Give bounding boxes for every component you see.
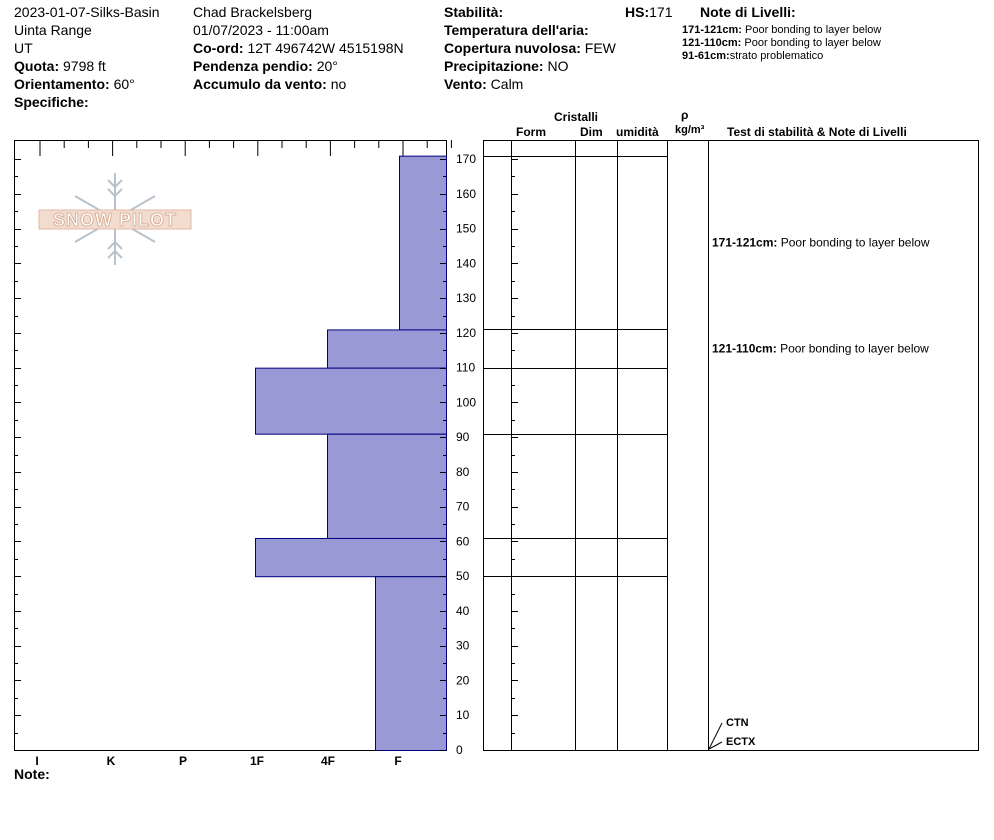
- depth-label: 70: [456, 499, 470, 514]
- depth-label: 90: [456, 430, 470, 445]
- crystals-header: Cristalli: [554, 110, 599, 124]
- slope-value: 20°: [316, 58, 338, 74]
- form-header: Form: [516, 125, 546, 139]
- hardness-label: P: [178, 754, 188, 768]
- layer-note-range: 91-61cm:: [682, 50, 730, 62]
- hardness-label: I: [35, 754, 39, 768]
- aspect-label: Orientamento:: [14, 76, 110, 92]
- layer-note-text: Poor bonding to layer below: [780, 235, 930, 250]
- depth-label: 100: [456, 395, 477, 410]
- layer-note-range: 121-110cm:: [682, 37, 742, 49]
- slope-label: Pendenza pendio:: [193, 58, 313, 74]
- observer-name: Chad Brackelsberg: [193, 4, 313, 20]
- depth-label: 0: [456, 743, 463, 757]
- hardness-layer-bar: [256, 538, 447, 576]
- depth-label: 80: [456, 464, 470, 479]
- stability-test-label: ECTX: [726, 736, 756, 748]
- hardness-layer-bar: [328, 330, 447, 368]
- hardness-layer-bar: [328, 434, 447, 538]
- depth-label: 150: [456, 221, 477, 236]
- depth-label: 140: [456, 256, 477, 271]
- coord-value: 12T 496742W 4515198N: [247, 40, 404, 56]
- hardness-layer-bar: [400, 156, 447, 330]
- coord-label: Co-ord:: [193, 40, 244, 56]
- air-temp-label: Temperatura dell'aria:: [444, 22, 589, 38]
- depth-label: 20: [456, 673, 470, 688]
- stability-test-label: CTN: [726, 717, 749, 729]
- rho-header: ρ: [681, 108, 689, 122]
- aspect-value: 60°: [113, 76, 135, 92]
- state-name: UT: [14, 40, 33, 56]
- depth-label: 120: [456, 325, 477, 340]
- hs-value: 171: [649, 4, 673, 20]
- specifics-label: Specifiche:: [14, 94, 89, 110]
- layer-note-text: strato problematico: [729, 50, 824, 62]
- snowpilot-logo: [39, 173, 191, 265]
- table-columns: [512, 140, 709, 750]
- size-header: Dim: [580, 125, 603, 139]
- layer-note-range: 121-110cm:: [712, 341, 781, 356]
- layer-note-text: Poor bonding to layer below: [745, 24, 882, 36]
- depth-label: 160: [456, 186, 477, 201]
- depth-ticks-right: [511, 160, 518, 751]
- layer-note-annotations: [712, 236, 930, 356]
- stability-label: Stabilità:: [444, 4, 504, 20]
- range-name: Uinta Range: [14, 22, 92, 38]
- depth-label: 110: [456, 360, 476, 375]
- layer-note-range: 171-121cm:: [682, 24, 742, 36]
- hardness-ticks-top: [40, 140, 451, 156]
- hardness-label: 4F: [320, 754, 336, 768]
- depth-label: 10: [456, 708, 470, 723]
- depth-axis-labels: [456, 152, 476, 757]
- depth-label: 40: [456, 603, 470, 618]
- hardness-layers: [256, 156, 447, 750]
- note-label: Note:: [14, 766, 50, 782]
- depth-label: 130: [456, 291, 477, 306]
- elevation-value: 9798 ft: [63, 58, 106, 74]
- hardness-label: 1F: [249, 754, 265, 768]
- precip-label: Precipitazione:: [444, 58, 544, 74]
- layer-note-text: Poor bonding to layer below: [780, 341, 929, 356]
- hardness-layer-bar: [376, 577, 447, 751]
- depth-label: 60: [456, 534, 470, 549]
- layer-note-annotation: [712, 342, 929, 356]
- moisture-header: umidità: [616, 125, 659, 139]
- layer-note-text: Poor bonding to layer below: [744, 37, 881, 49]
- tests-notes-header: Test di stabilità & Note di Livelli: [727, 125, 907, 139]
- depth-label: 170: [456, 152, 477, 167]
- wind-label: Vento:: [444, 76, 487, 92]
- hs-label: HS:: [625, 4, 650, 20]
- wind-loading-label: Accumulo da vento:: [193, 76, 327, 92]
- layer-note-annotation: [712, 236, 930, 250]
- wind-loading-value: no: [330, 76, 347, 92]
- elevation-label: Quota:: [14, 58, 60, 74]
- profile-name: 2023-01-07-Silks-Basin: [14, 4, 160, 20]
- observation-datetime: 01/07/2023 - 11:00am: [193, 22, 329, 38]
- depth-label: 50: [456, 569, 470, 584]
- cloud-label: Copertura nuvolosa:: [444, 40, 581, 56]
- wind-value: Calm: [490, 76, 524, 92]
- snowpilot-logo-text: SNOW PILOT: [53, 210, 177, 230]
- precip-value: NO: [547, 58, 569, 74]
- hardness-axis-labels: [35, 754, 401, 768]
- hardness-label: F: [394, 754, 402, 768]
- stability-test-markers: [709, 717, 756, 749]
- depth-label: 30: [456, 638, 470, 653]
- crystal-table-frame: [484, 141, 979, 751]
- hardness-label: K: [106, 754, 116, 768]
- layer-notes-title: Note di Livelli:: [700, 4, 796, 20]
- layer-note-range: 171-121cm:: [712, 235, 781, 250]
- density-unit-header: kg/m³: [675, 124, 705, 136]
- hardness-layer-bar: [256, 368, 447, 434]
- cloud-value: FEW: [584, 40, 616, 56]
